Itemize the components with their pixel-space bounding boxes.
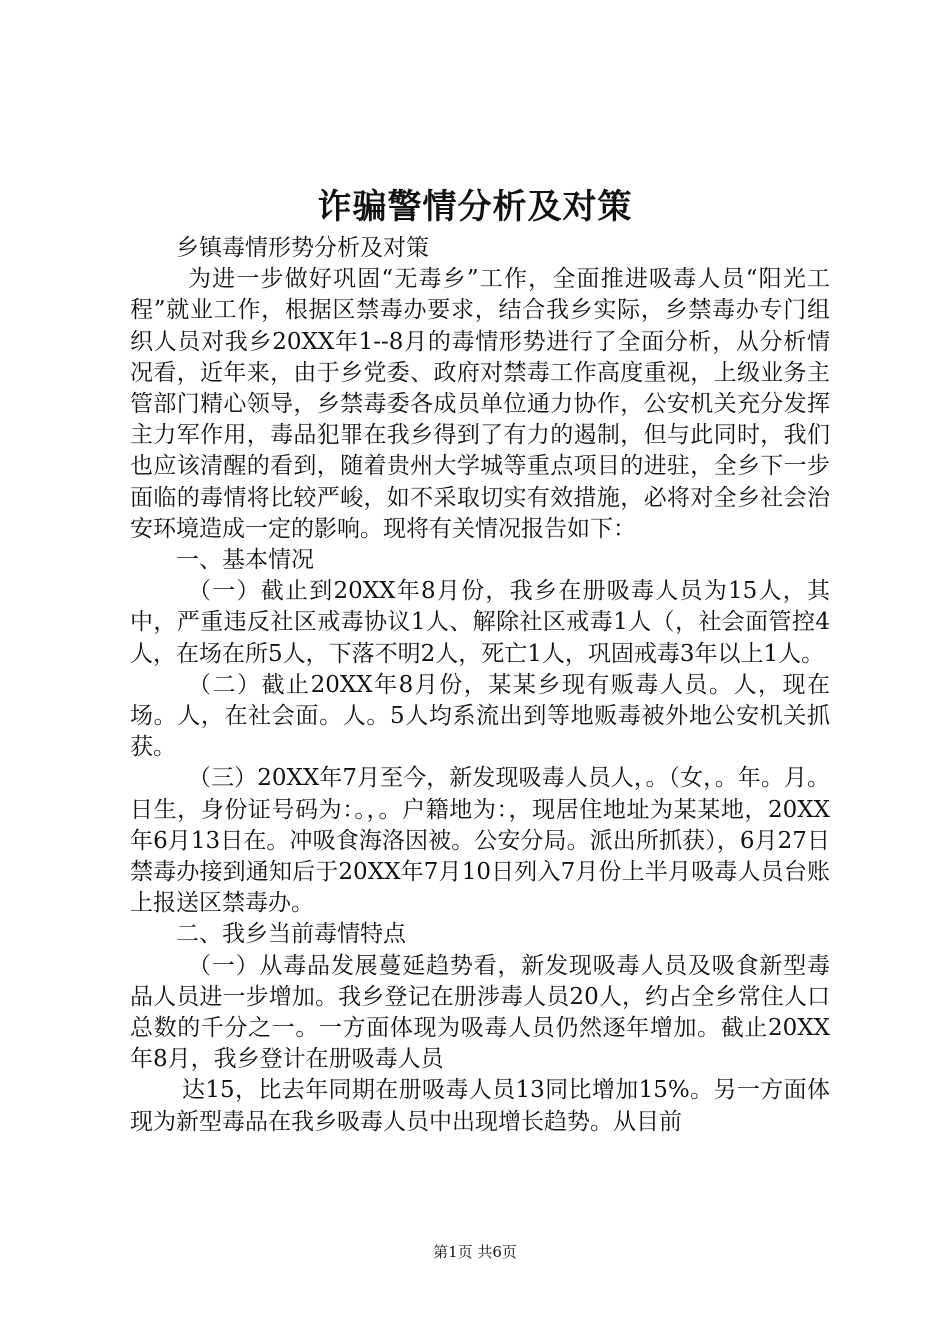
document-title: 诈骗警情分析及对策 [317, 187, 633, 227]
paragraph-feature-1: （一）从毒品发展蔓延趋势看，新发现吸毒人员及吸食新型毒品人员进一步增加。我乡登记在册涉毒人员20人，约占全乡常住人口总数的千分之一。一方面体现为吸毒人员仍然逐年增加。截止20XX年8月，我乡登计在册吸毒人员 [130, 952, 830, 1073]
section-heading-basic-situation: 一、基本情况 [176, 547, 314, 574]
paragraph-subtitle: 乡镇毒情形势分析及对策 [176, 235, 429, 261]
paragraph-item-1: （一）截止到20XX年8月份，我乡在册吸毒人员为15人，其中，严重违反社区戒毒协议1人、解除社区戒毒1人（，社会面管控4人，在场在所5人，下落不明2人，死亡1人，巩固戒毒3年以上1人。 [130, 578, 830, 667]
document-body [130, 233, 830, 1138]
paragraph-intro: 为进一步做好巩固“无毒乡”工作，全面推进吸毒人员“阳光工程”就业工作，根据区禁毒办要求，结合我乡实际，乡禁毒办专门组织人员对我乡20XX年1--8月的毒情形势进行了全面分析，从分析情况看，近年来，由于乡党委、政府对禁毒工作高度重视，上级业务主管部门精心领导，乡禁毒委各成员单位通力协作，公安机关充分发挥主力军作用，毒品犯罪在我乡得到了有力的遏制，但与此同时，我们也应该清醒的看到，随着贵州大学城等重点项目的进驻，全乡下一步面临的毒情将比较严峻，如不采取切实有效措施，必将对全乡社会治安环境造成一定的影响。现将有关情况报告如下： [130, 266, 830, 542]
page-footer: 第1页 共6页 [433, 1243, 517, 1261]
paragraph-item-3: （三）20XX年7月至今，新发现吸毒人员人，。（女，。年。月。日生，身份证号码为：。，。户籍地为：，现居住地址为某某地，20XX年6月13日在。冲吸食海洛因被。公安分局。派出所抓获），6月27日禁毒办接到通知后于20XX年7月10日列入7月份上半月吸毒人员台账上报送区禁毒办。 [130, 765, 830, 917]
paragraph-continuation: 达15，比去年同期在册吸毒人员13同比增加15%。另一方面体现为新型毒品在我乡吸毒人员中出现增长趋势。从目前 [130, 1077, 830, 1135]
section-heading-features: 二、我乡当前毒情特点 [176, 921, 406, 948]
paragraph-item-2: （二）截止20XX年8月份，某某乡现有贩毒人员。人，现在场。人，在社会面。人。5人均系流出到等地贩毒被外地公安机关抓获。 [130, 671, 830, 761]
